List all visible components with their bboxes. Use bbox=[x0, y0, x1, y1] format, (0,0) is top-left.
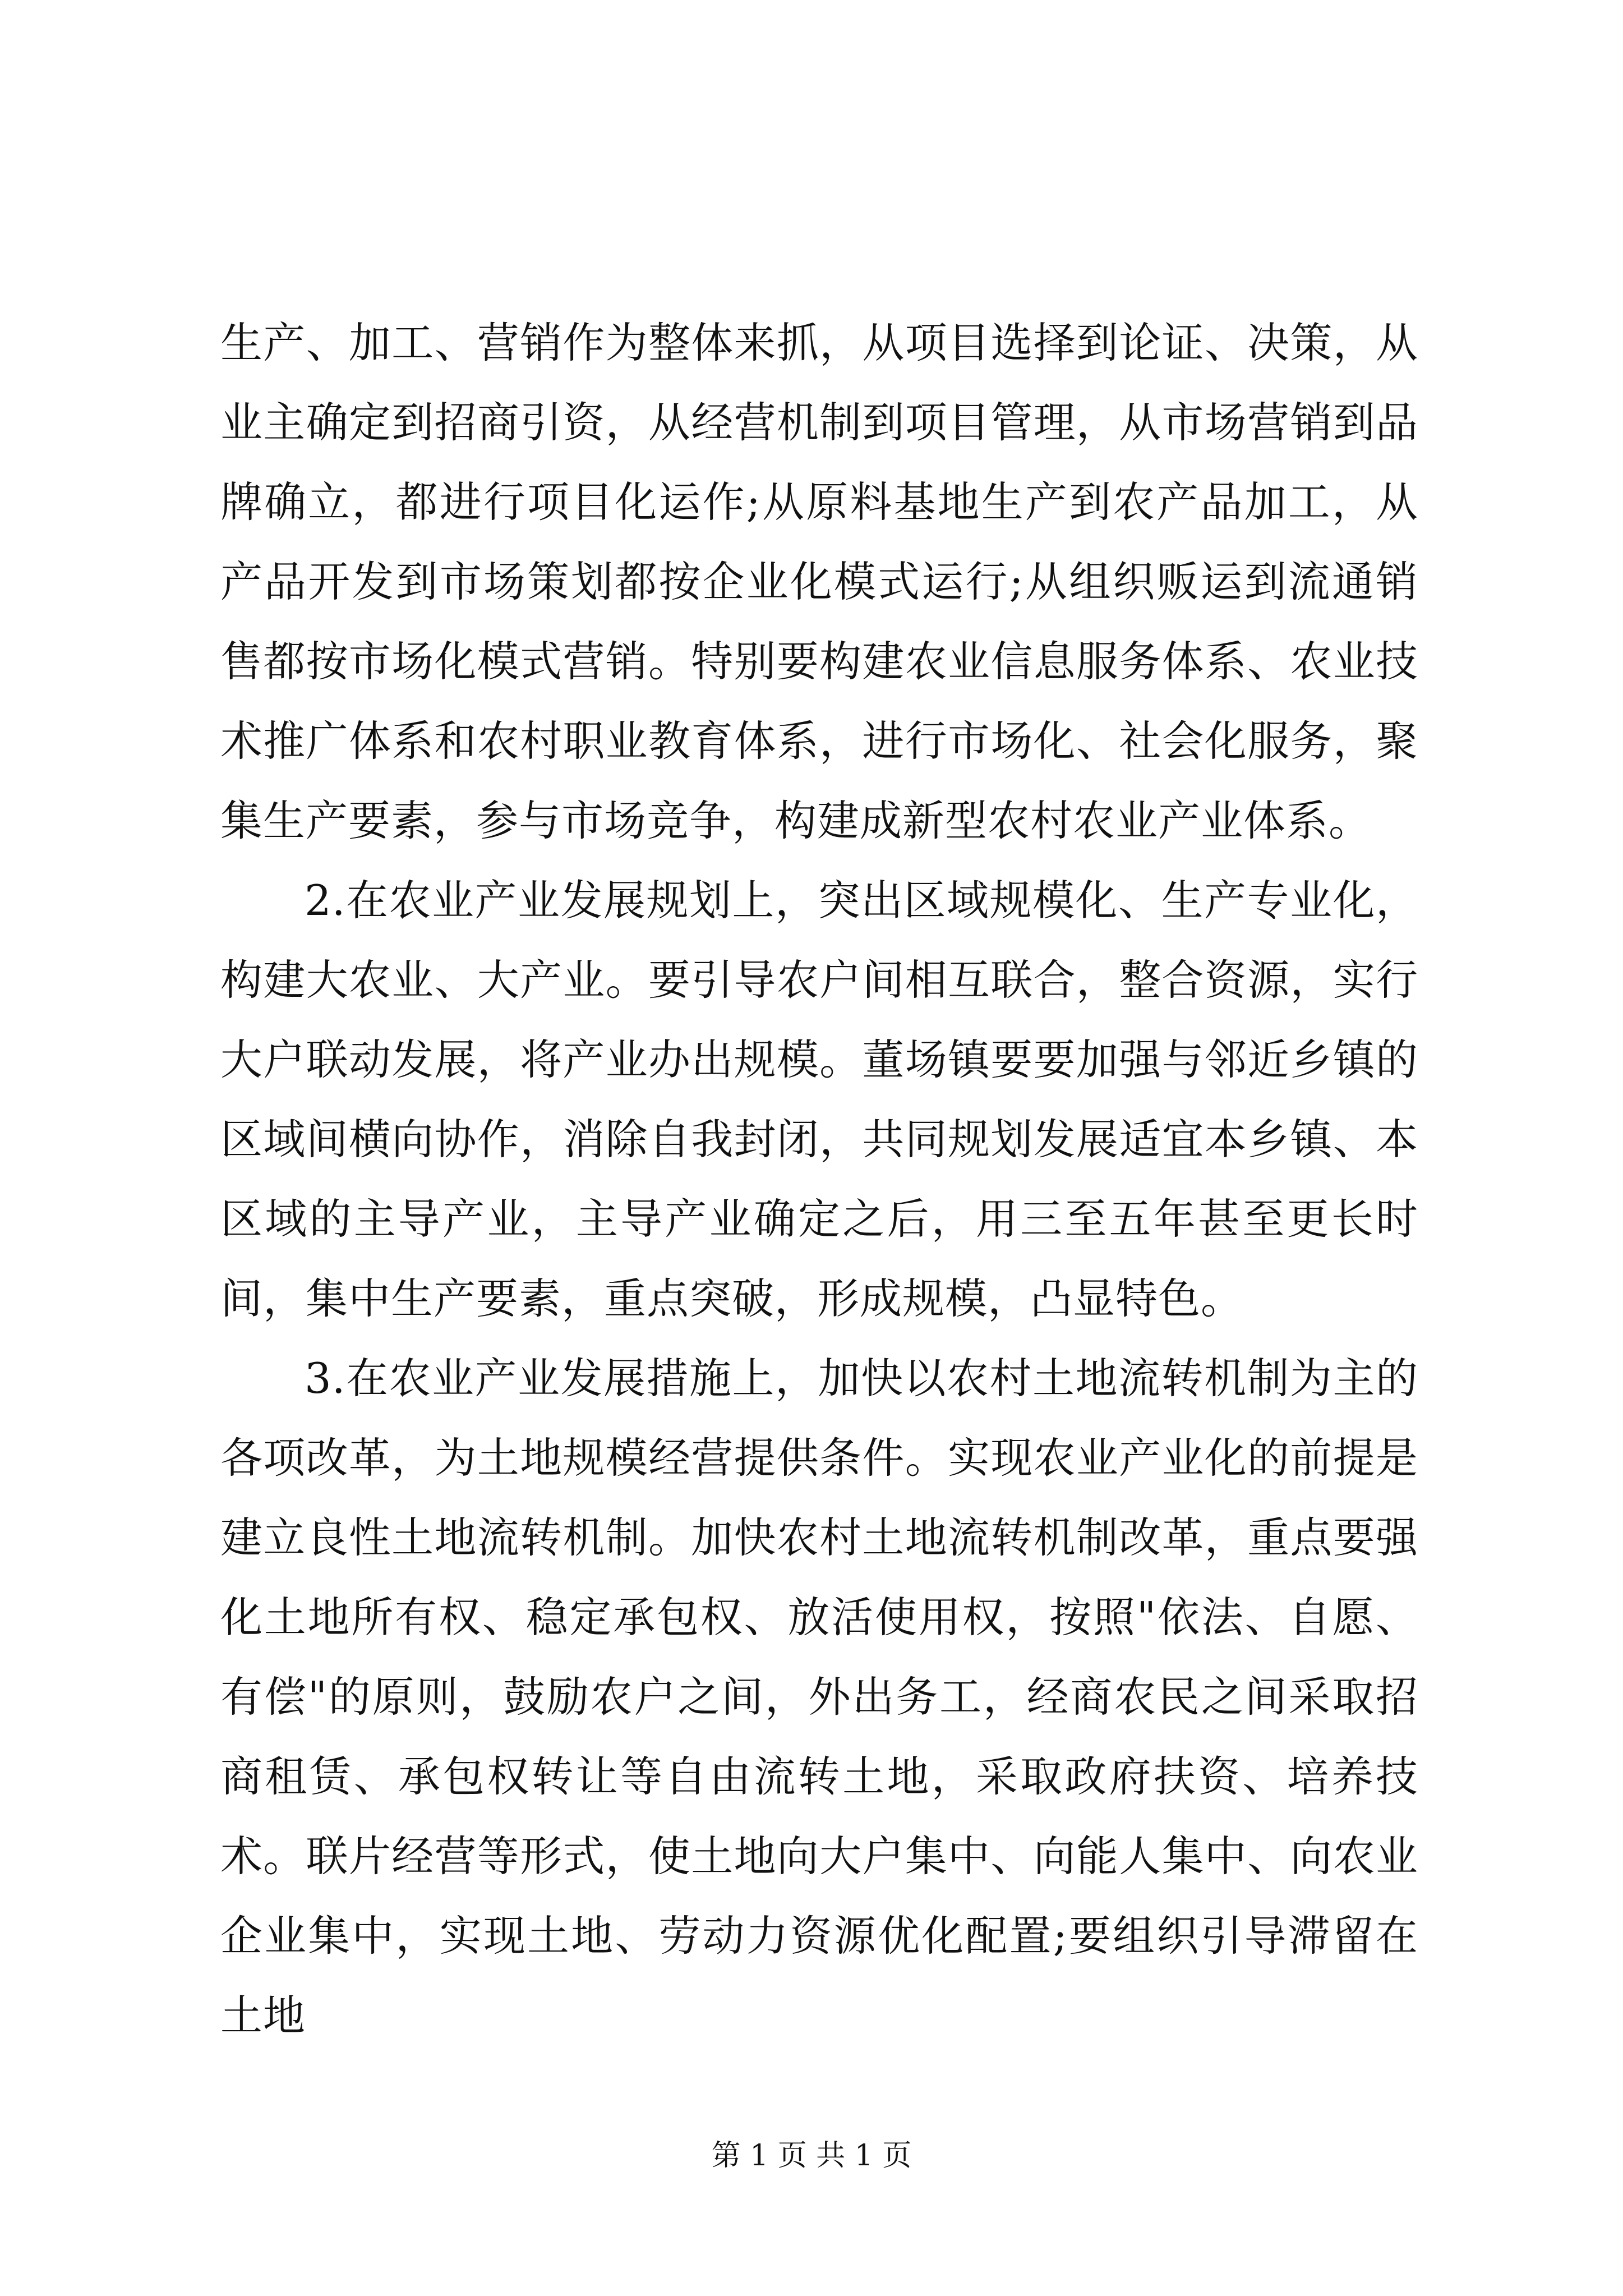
document-body bbox=[220, 303, 1418, 2055]
page-footer: 第 1 页 共 1 页 bbox=[711, 2139, 912, 2173]
paragraph-2: 2.在农业产业发展规划上，突出区域规模化、生产专业化，构建大农业、大产业。要引导农户间相互联合，整合资源，实行大户联动发展，将产业办出规模。董场镇要要加强与邻近乡镇的区域间横向协作，消除自我封闭，共同规划发展适宜本乡镇、本区域的主导产业，主导产业确定之后，用三至五年甚至更长时间，集中生产要素，重点突破，形成规模，凸显特色。 bbox=[220, 876, 1418, 1323]
paragraph-1: 生产、加工、营销作为整体来抓，从项目选择到论证、决策，从业主确定到招商引资，从经营机制到项目管理，从市场营销到品牌确立，都进行项目化运作;从原料基地生产到农产品加工，从产品开发到市场策划都按企业化模式运行;从组织贩运到流通销售都按市场化模式营销。特别要构建农业信息服务体系、农业技术推广体系和农村职业教育体系，进行市场化、社会化服务，聚集生产要素，参与市场竞争，构建成新型农村农业产业体系。 bbox=[220, 318, 1418, 845]
paragraph-3: 3.在农业产业发展措施上，加快以农村土地流转机制为主的各项改革，为土地规模经营提供条件。实现农业产业化的前提是建立良性土地流转机制。加快农村土地流转机制改革，重点要强化土地所有权、稳定承包权、放活使用权，按照"依法、自愿、有偿"的原则，鼓励农户之间，外出务工，经商农民之间采取招商租赁、承包权转让等自由流转土地，采取政府扶资、培养技术。联片经营等形式，使土地向大户集中、向能人集中、向农业企业集中，实现土地、劳动力资源优化配置;要组织引导滞留在土地 bbox=[220, 1354, 1418, 2040]
